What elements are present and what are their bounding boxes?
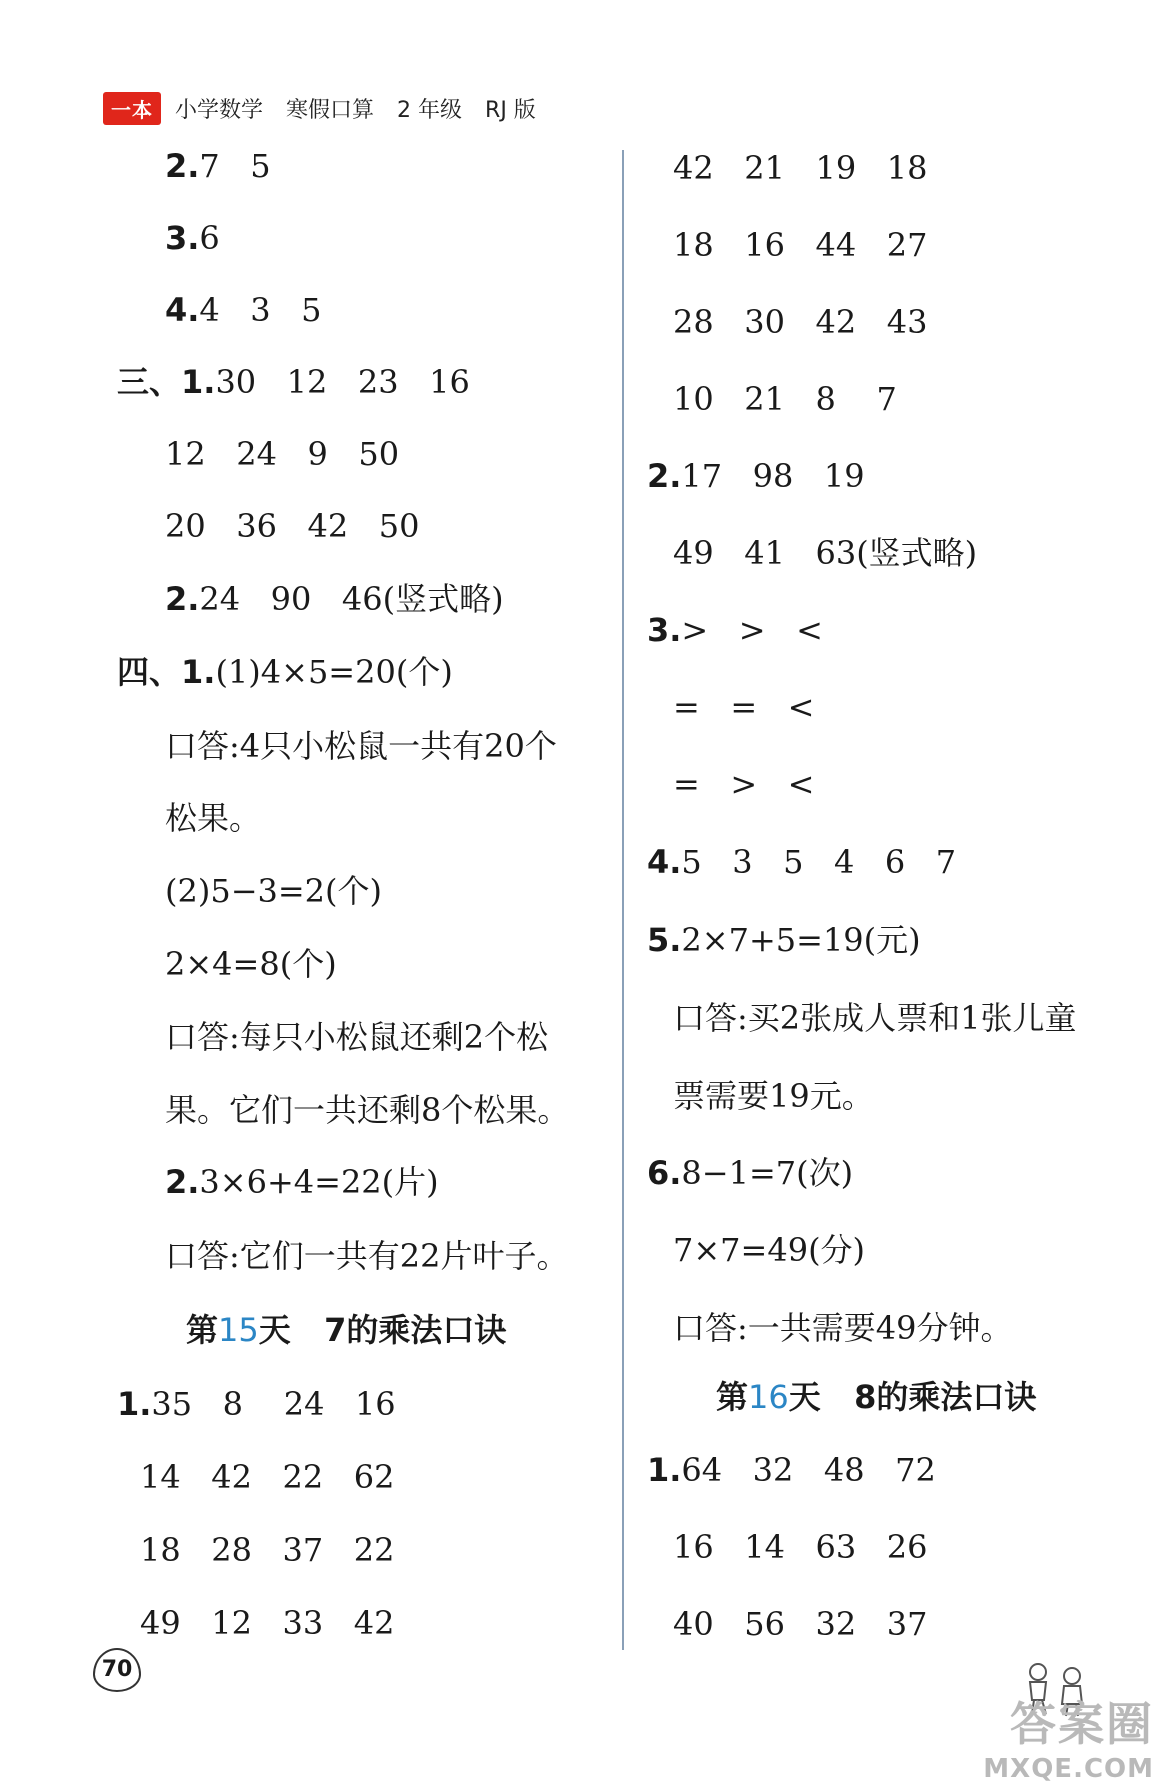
header-book: 寒假口算	[286, 97, 375, 123]
watermark	[983, 1688, 1154, 1784]
answer-line: 2.24 90 46(竖式略)	[165, 580, 504, 618]
answer-line: 10 21 8 7	[673, 380, 897, 418]
answer-line: 2.7 5	[165, 147, 271, 185]
answer-line: = > <	[673, 765, 815, 803]
answer-line: 18 28 37 22	[140, 1531, 395, 1569]
publisher-logo: 一本	[103, 92, 161, 125]
answer-line: 6.8−1=7(次)	[647, 1154, 854, 1192]
answer-line: 20 36 42 50	[165, 507, 420, 545]
answer-line: 3.> > <	[647, 611, 823, 649]
header-grade: 2 年级	[397, 97, 463, 123]
answer-line: 42 21 19 18	[673, 149, 928, 187]
watermark-title: 答案圈	[1010, 1697, 1154, 1751]
page-number: 70	[93, 1648, 141, 1692]
answer-line: 49 41 63(竖式略)	[673, 534, 978, 572]
answer-line: 18 16 44 27	[673, 226, 928, 264]
answer-line: 16 14 63 26	[673, 1528, 928, 1566]
answer-line: 12 24 9 50	[165, 435, 400, 473]
answer-line: 1.35 8 24 16	[117, 1385, 396, 1423]
answer-line: 28 30 42 43	[673, 303, 928, 341]
answer-line: 7×7=49(分)	[673, 1231, 866, 1269]
answer-line: = = <	[673, 688, 815, 726]
answer-line: 口答:每只小松鼠还剩2个松	[165, 1018, 549, 1056]
answer-line: 40 56 32 37	[673, 1605, 928, 1643]
answer-line: 三、1.30 12 23 16	[117, 363, 470, 401]
header-text	[175, 93, 552, 124]
answer-line: 5.2×7+5=19(元)	[647, 921, 921, 959]
answer-line: 4.4 3 5	[165, 291, 322, 329]
answer-line: 1.64 32 48 72	[647, 1451, 936, 1489]
answer-line: 果。它们一共还剩8个松果。	[165, 1091, 570, 1129]
column-divider	[622, 150, 624, 1650]
answer-line: 松果。	[165, 799, 262, 837]
header-edition: RJ 版	[485, 97, 536, 123]
answer-line: 口答:买2张成人票和1张儿童	[673, 999, 1077, 1037]
section-heading-day16: 第16天 8的乘法口诀	[716, 1378, 1037, 1416]
answer-line: 口答:它们一共有22片叶子。	[165, 1237, 569, 1275]
page-header	[103, 88, 552, 128]
answer-line: 2×4=8(个)	[165, 945, 337, 983]
answer-line: 口答:一共需要49分钟。	[673, 1309, 1013, 1347]
answer-line: 口答:4只小松鼠一共有20个	[165, 727, 557, 765]
answer-line: 49 12 33 42	[140, 1604, 395, 1642]
watermark-url: MXQE.COM	[983, 1754, 1154, 1784]
header-subject: 小学数学	[175, 97, 264, 123]
answer-line: 2.3×6+4=22(片)	[165, 1163, 439, 1201]
section-heading-day15: 第15天 7的乘法口诀	[186, 1311, 507, 1349]
answer-line: 四、1.(1)4×5=20(个)	[117, 653, 453, 691]
answer-line: 2.17 98 19	[647, 457, 865, 495]
answer-line: 14 42 22 62	[140, 1458, 395, 1496]
answer-line: (2)5−3=2(个)	[165, 872, 383, 910]
answer-line: 3.6	[165, 219, 220, 257]
answer-line: 4.5 3 5 4 6 7	[647, 843, 957, 881]
answer-line: 票需要19元。	[673, 1077, 874, 1115]
